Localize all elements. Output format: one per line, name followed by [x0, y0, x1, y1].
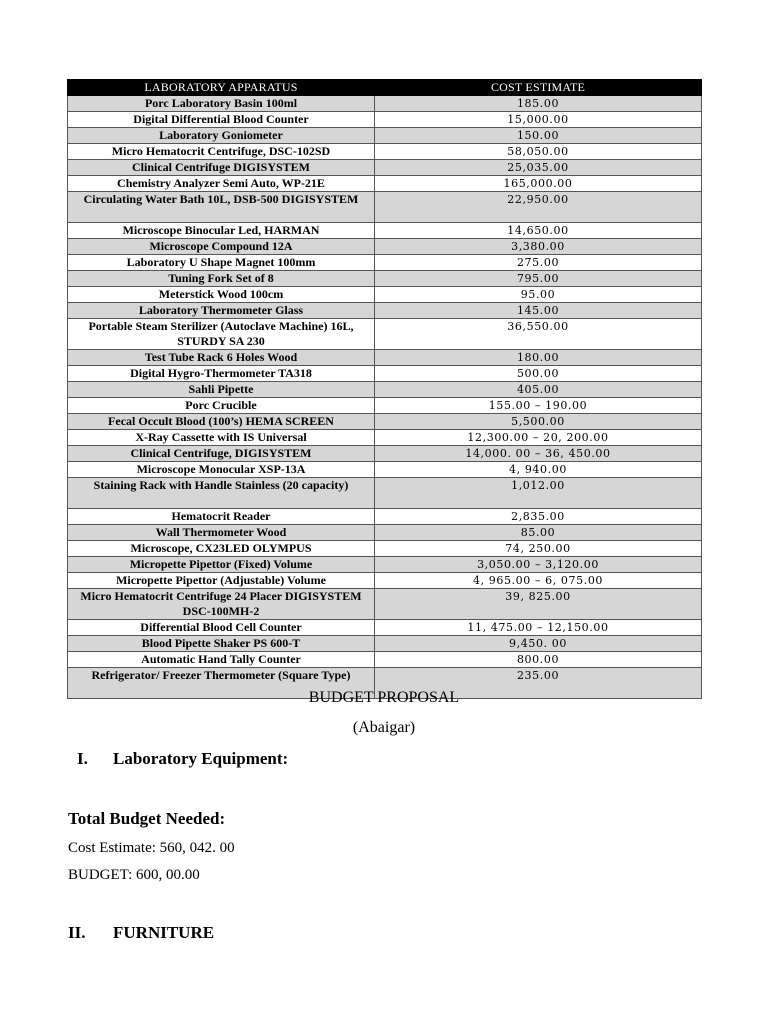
- apparatus-name-cell: Microscope Monocular XSP-13A: [68, 462, 375, 478]
- section-number: I.: [77, 749, 88, 768]
- table-row: [68, 350, 702, 366]
- header-apparatus: LABORATORY APPARATUS: [68, 80, 375, 96]
- table-row: [68, 446, 702, 462]
- cost-estimate-cell: 180.00: [375, 350, 702, 366]
- apparatus-name-cell: Sahli Pipette: [68, 382, 375, 398]
- section-label: Laboratory Equipment:: [113, 749, 289, 768]
- table-row: [68, 271, 702, 287]
- cost-estimate-cell: 800.00: [375, 652, 702, 668]
- cost-estimate-cell: 11, 475.00 – 12,150.00: [375, 620, 702, 636]
- table-row: [68, 573, 702, 589]
- table-row: [68, 525, 702, 541]
- apparatus-name-cell: Micropette Pipettor (Adjustable) Volume: [68, 573, 375, 589]
- cost-estimate-cell: 185.00: [375, 96, 702, 112]
- apparatus-name-cell: Micro Hematocrit Centrifuge, DSC-102SD: [68, 144, 375, 160]
- cost-estimate-cell: 4, 965.00 – 6, 075.00: [375, 573, 702, 589]
- apparatus-name-cell: Fecal Occult Blood (100’s) HEMA SCREEN: [68, 414, 375, 430]
- apparatus-name-cell: Micropette Pipettor (Fixed) Volume: [68, 557, 375, 573]
- apparatus-name-cell: Tuning Fork Set of 8: [68, 271, 375, 287]
- table-row: [68, 414, 702, 430]
- apparatus-name-cell: Circulating Water Bath 10L, DSB-500 DIGISYSTEM: [68, 192, 375, 223]
- apparatus-name-cell: Test Tube Rack 6 Holes Wood: [68, 350, 375, 366]
- cost-estimate-cell: 1,012.00: [375, 478, 702, 509]
- cost-estimate-cell: 85.00: [375, 525, 702, 541]
- table-row: [68, 255, 702, 271]
- apparatus-name-cell: Laboratory U Shape Magnet 100mm: [68, 255, 375, 271]
- cost-estimate-cell: 39, 825.00: [375, 589, 702, 620]
- apparatus-name-cell: Differential Blood Cell Counter: [68, 620, 375, 636]
- cost-estimate-line: Cost Estimate: 560, 042. 00: [68, 840, 235, 856]
- apparatus-name-cell: Staining Rack with Handle Stainless (20 capacity): [68, 478, 375, 509]
- apparatus-name-cell: Digital Differential Blood Counter: [68, 112, 375, 128]
- table-row: [68, 462, 702, 478]
- cost-estimate-cell: 36,550.00: [375, 319, 702, 350]
- apparatus-name-cell: Hematocrit Reader: [68, 509, 375, 525]
- apparatus-name-cell: Clinical Centrifuge DIGISYSTEM: [68, 160, 375, 176]
- table-row: [68, 478, 702, 509]
- cost-estimate-cell: 95.00: [375, 287, 702, 303]
- apparatus-name-cell: Microscope Binocular Led, HARMAN: [68, 223, 375, 239]
- table-row: [68, 589, 702, 620]
- total-budget-heading: Total Budget Needed:: [68, 809, 226, 828]
- apparatus-name-cell: X-Ray Cassette with IS Universal: [68, 430, 375, 446]
- cost-estimate-cell: 15,000.00: [375, 112, 702, 128]
- table-row: [68, 192, 702, 223]
- section-label: FURNITURE: [113, 923, 215, 942]
- apparatus-name-cell: Digital Hygro-Thermometer TA318: [68, 366, 375, 382]
- cost-estimate-cell: 150.00: [375, 128, 702, 144]
- table-header-row: [68, 80, 702, 96]
- section-heading-furniture: [68, 923, 214, 943]
- cost-estimate-cell: 500.00: [375, 366, 702, 382]
- cost-estimate-cell: 9,450. 00: [375, 636, 702, 652]
- cost-estimate-cell: 145.00: [375, 303, 702, 319]
- table-row: [68, 144, 702, 160]
- apparatus-name-cell: Clinical Centrifuge, DIGISYSTEM: [68, 446, 375, 462]
- cost-estimate-cell: 58,050.00: [375, 144, 702, 160]
- cost-estimate-cell: 74, 250.00: [375, 541, 702, 557]
- apparatus-name-cell: Blood Pipette Shaker PS 600-T: [68, 636, 375, 652]
- document-title: BUDGET PROPOSAL: [308, 689, 460, 706]
- cost-estimate-cell: 2,835.00: [375, 509, 702, 525]
- table-row: [68, 557, 702, 573]
- cost-estimate-cell: 3,050.00 – 3,120.00: [375, 557, 702, 573]
- apparatus-name-cell: Porc Crucible: [68, 398, 375, 414]
- table-row: [68, 430, 702, 446]
- section-heading-laboratory-equipment: [77, 749, 288, 769]
- table-row: [68, 541, 702, 557]
- section-number: II.: [68, 923, 86, 942]
- cost-estimate-cell: 795.00: [375, 271, 702, 287]
- table-row: [68, 287, 702, 303]
- table-row: [68, 509, 702, 525]
- apparatus-name-cell: Chemistry Analyzer Semi Auto, WP-21E: [68, 176, 375, 192]
- budget-line: BUDGET: 600, 00.00: [68, 867, 200, 883]
- table-row: [68, 176, 702, 192]
- cost-estimate-cell: 14,000. 00 – 36, 450.00: [375, 446, 702, 462]
- cost-estimate-cell: 155.00 – 190.00: [375, 398, 702, 414]
- header-cost-estimate: COST ESTIMATE: [375, 80, 702, 96]
- cost-estimate-cell: 14,650.00: [375, 223, 702, 239]
- apparatus-name-cell: Meterstick Wood 100cm: [68, 287, 375, 303]
- apparatus-name-cell: Automatic Hand Tally Counter: [68, 652, 375, 668]
- cost-estimate-cell: 275.00: [375, 255, 702, 271]
- cost-estimate-cell: 405.00: [375, 382, 702, 398]
- apparatus-name-cell: Wall Thermometer Wood: [68, 525, 375, 541]
- cost-estimate-cell: 165,000.00: [375, 176, 702, 192]
- apparatus-name-cell: Micro Hematocrit Centrifuge 24 Placer DIGISYSTEM DSC-100MH-2: [68, 589, 375, 620]
- table-row: [68, 319, 702, 350]
- document-subtitle: (Abaigar): [352, 719, 416, 736]
- table-row: [68, 636, 702, 652]
- table-row: [68, 223, 702, 239]
- table-row: [68, 303, 702, 319]
- apparatus-cost-table: [67, 79, 702, 699]
- apparatus-name-cell: Porc Laboratory Basin 100ml: [68, 96, 375, 112]
- table-row: [68, 366, 702, 382]
- table-row: [68, 652, 702, 668]
- apparatus-name-cell: Refrigerator/ Freezer Thermometer (Square Type): [68, 668, 375, 699]
- apparatus-name-cell: Microscope, CX23LED OLYMPUS: [68, 541, 375, 557]
- table-row: [68, 382, 702, 398]
- apparatus-name-cell: Portable Steam Sterilizer (Autoclave Machine) 16L, STURDY SA 230: [68, 319, 375, 350]
- table-row: [68, 128, 702, 144]
- cost-estimate-cell: 235.00: [375, 668, 702, 699]
- table-row: [68, 160, 702, 176]
- cost-estimate-cell: 3,380.00: [375, 239, 702, 255]
- table-row: [68, 239, 702, 255]
- table-row: [68, 96, 702, 112]
- cost-estimate-cell: 12,300.00 – 20, 200.00: [375, 430, 702, 446]
- cost-estimate-cell: 5,500.00: [375, 414, 702, 430]
- table-row: [68, 398, 702, 414]
- table-row: [68, 620, 702, 636]
- apparatus-name-cell: Laboratory Thermometer Glass: [68, 303, 375, 319]
- table-row: [68, 112, 702, 128]
- table-body: [68, 96, 702, 699]
- apparatus-name-cell: Laboratory Goniometer: [68, 128, 375, 144]
- apparatus-name-cell: Microscope Compound 12A: [68, 239, 375, 255]
- cost-estimate-cell: 22,950.00: [375, 192, 702, 223]
- cost-estimate-cell: 25,035.00: [375, 160, 702, 176]
- cost-estimate-cell: 4, 940.00: [375, 462, 702, 478]
